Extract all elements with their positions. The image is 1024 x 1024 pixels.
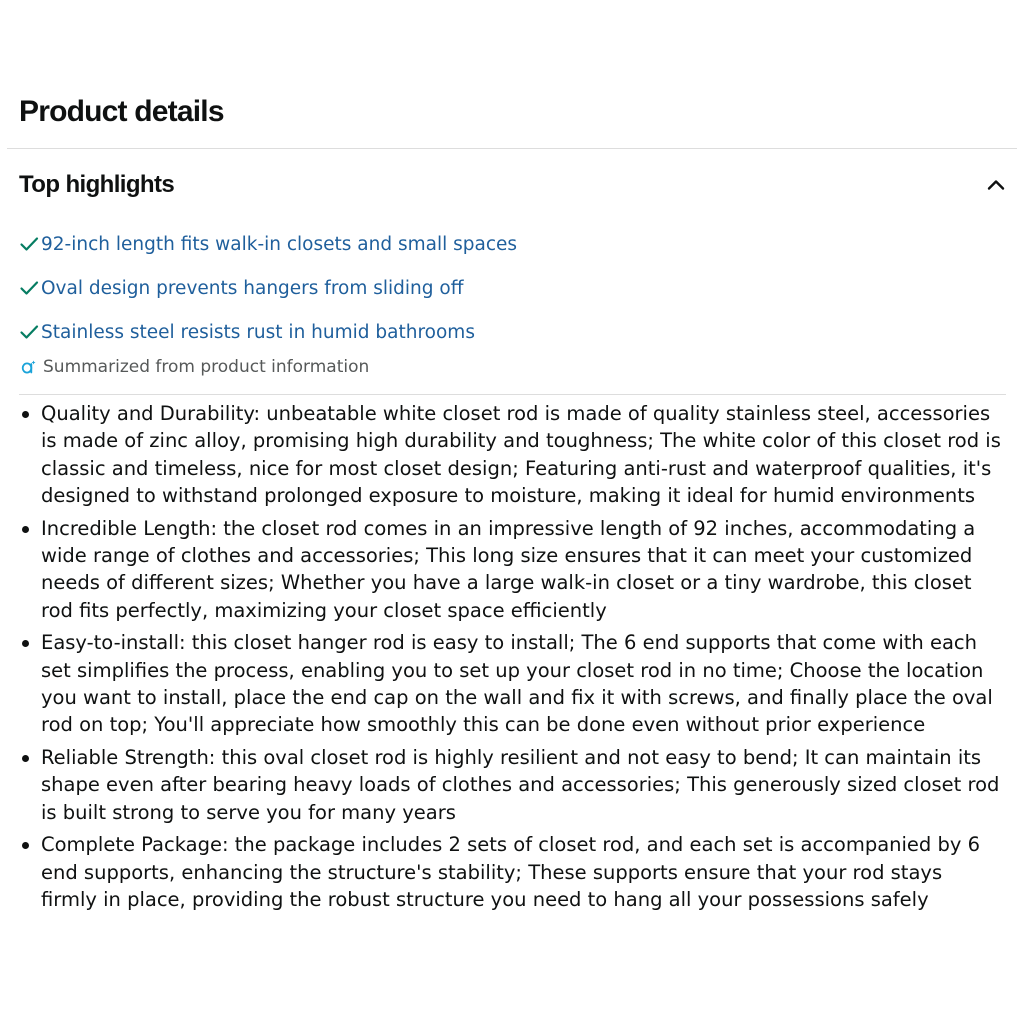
chevron-up-icon[interactable] [982, 171, 1010, 199]
feature-bullet-text: Quality and Durability: unbeatable white closet rod is made of quality stainless steel, accessories is made of zinc alloy, promising high durability and toughness; The white color of this closet rod is classic and timeless, nice for most closet design; Featuring anti-rust and waterproof qualities, it's designed to withstand prolonged exposure to moisture, making it ideal for humid environments [41, 402, 1001, 507]
feature-bullets-list [14, 400, 1004, 919]
highlight-text: 92-inch length fits walk-in closets and small spaces [41, 233, 518, 255]
ai-sparkle-icon [19, 358, 37, 376]
feature-bullet [14, 515, 1004, 624]
page-title: Product details [19, 95, 224, 128]
divider [19, 394, 1006, 395]
check-icon [19, 322, 39, 342]
highlight-item [19, 222, 517, 266]
divider [7, 148, 1017, 149]
summary-note [19, 354, 369, 380]
feature-bullet-text: Reliable Strength: this oval closet rod is highly resilient and not easy to bend; It can maintain its shape even after bearing heavy loads of clothes and accessories; This generously sized closet rod is built strong to serve you for many years [41, 746, 1000, 824]
highlight-item [19, 266, 517, 310]
bullet-dot [22, 842, 29, 849]
feature-bullet [14, 629, 1004, 738]
feature-bullet-text: Incredible Length: the closet rod comes in an impressive length of 92 inches, accommodating a wide range of clothes and accessories; This long size ensures that it can meet your customized needs of different sizes; Whether you have a large walk-in closet or a tiny wardrobe, this closet rod fits perfectly, maximizing your closet space efficiently [41, 516, 976, 622]
feature-bullet [14, 400, 1004, 509]
summary-note-text: Summarized from product information [43, 357, 370, 377]
feature-bullet-text: Complete Package: the package includes 2 sets of closet rod, and each set is accompanied by 6 end supports, enhancing the structure's stability; These supports ensure that your rod stays firmly in place, providing the robust structure you need to hang all your possessions safely [41, 833, 981, 912]
bullet-dot [22, 755, 29, 762]
feature-bullet [14, 831, 1004, 913]
section-title: Top highlights [19, 171, 175, 198]
top-highlights-header[interactable] [19, 166, 1010, 204]
check-icon [19, 278, 39, 298]
highlight-text: Stainless steel resists rust in humid bathrooms [41, 321, 475, 343]
feature-bullet [14, 744, 1004, 826]
bullet-dot [22, 411, 29, 418]
highlight-text: Oval design prevents hangers from sliding off [41, 277, 464, 299]
bullet-dot [22, 640, 29, 647]
highlight-item [19, 310, 517, 354]
check-icon [19, 234, 39, 254]
bullet-dot [22, 526, 29, 533]
feature-bullet-text: Easy-to-install: this closet hanger rod is easy to install; The 6 end supports that come with each set simplifies the process, enabling you to set up your closet rod in no time; Choose the location you want to install, place the end cap on the wall and fix it with screws, and finally place the oval rod on top; You'll appreciate how smoothly this can be done even without prior experience [41, 631, 993, 737]
highlights-list [19, 222, 517, 354]
